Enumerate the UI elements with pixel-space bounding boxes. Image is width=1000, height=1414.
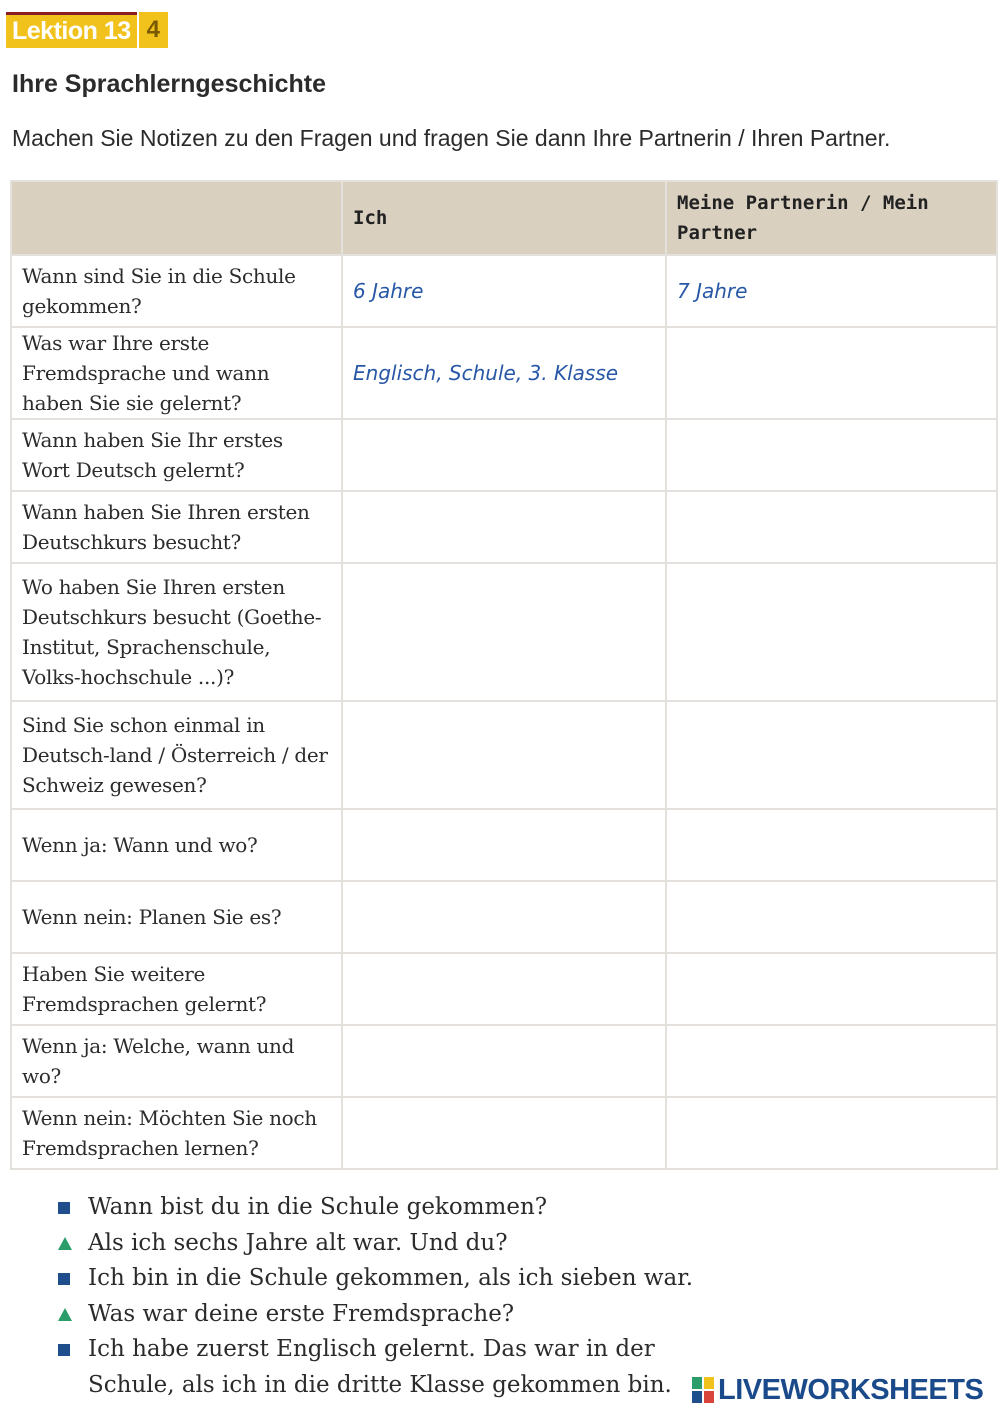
question-cell: Wenn ja: Welche, wann und wo? bbox=[11, 1025, 342, 1097]
table-row bbox=[11, 491, 997, 563]
table-row bbox=[11, 563, 997, 701]
dialog-line bbox=[58, 1226, 693, 1262]
dialog-text: Wann bist du in die Schule gekommen? bbox=[88, 1194, 548, 1220]
answer-ich-field[interactable]: 6 Jahre bbox=[342, 255, 666, 327]
header-question bbox=[11, 181, 342, 255]
question-cell: Haben Sie weitere Fremdsprachen gelernt? bbox=[11, 953, 342, 1025]
answer-ich-field[interactable]: Englisch, Schule, 3. Klasse bbox=[342, 327, 666, 419]
header-ich: Ich bbox=[342, 181, 666, 255]
lesson-badge bbox=[6, 12, 168, 48]
square-bullet-icon bbox=[58, 1261, 88, 1297]
answer-ich-field[interactable] bbox=[342, 809, 666, 881]
dialog-text: Was war deine erste Fremdsprache? bbox=[88, 1300, 515, 1327]
answer-ich-field[interactable] bbox=[342, 491, 666, 563]
table-row bbox=[11, 419, 997, 491]
table-row bbox=[11, 809, 997, 881]
question-cell: Wann haben Sie Ihren ersten Deutschkurs besucht? bbox=[11, 491, 342, 563]
lesson-number: 4 bbox=[139, 12, 168, 48]
answer-partner-field[interactable]: 7 Jahre bbox=[666, 255, 997, 327]
dialog-line bbox=[58, 1190, 693, 1226]
dialog-line bbox=[58, 1261, 693, 1297]
triangle-bullet-icon bbox=[58, 1226, 88, 1262]
instruction-text: Machen Sie Notizen zu den Fragen und fragen Sie dann Ihre Partnerin / Ihren Partner. bbox=[12, 125, 891, 151]
answer-partner-field[interactable] bbox=[666, 327, 997, 419]
table-row bbox=[11, 327, 997, 419]
answer-partner-field[interactable] bbox=[666, 953, 997, 1025]
liveworksheets-logo-icon bbox=[692, 1377, 714, 1403]
example-dialog bbox=[58, 1190, 693, 1403]
square-bullet-icon bbox=[58, 1332, 88, 1368]
answer-ich-field[interactable] bbox=[342, 881, 666, 953]
question-cell: Wo haben Sie Ihren ersten Deutschkurs besucht (Goethe-Institut, Sprachenschule, Volks-hochschule ...)? bbox=[11, 563, 342, 701]
dialog-line bbox=[58, 1297, 693, 1333]
notes-table bbox=[10, 180, 998, 1170]
answer-partner-field[interactable] bbox=[666, 881, 997, 953]
table-header-row bbox=[11, 181, 997, 255]
triangle-bullet-icon bbox=[58, 1297, 88, 1333]
dialog-line bbox=[58, 1332, 693, 1403]
dialog-text: Ich bin in die Schule gekommen, als ich sieben war. bbox=[88, 1265, 694, 1291]
answer-ich-field[interactable] bbox=[342, 1025, 666, 1097]
question-cell: Wenn ja: Wann und wo? bbox=[11, 809, 342, 881]
page-title: Ihre Sprachlerngeschichte bbox=[12, 70, 327, 98]
answer-partner-field[interactable] bbox=[666, 701, 997, 809]
lesson-label: Lektion 13 bbox=[6, 12, 137, 48]
table-row bbox=[11, 1097, 997, 1169]
table-row bbox=[11, 881, 997, 953]
answer-partner-field[interactable] bbox=[666, 419, 997, 491]
dialog-text: Ich habe zuerst Englisch gelernt. Das war in der Schule, als ich in die dritte Klasse gekommen bin. bbox=[88, 1336, 672, 1398]
table-row bbox=[11, 1025, 997, 1097]
table-row bbox=[11, 255, 997, 327]
question-cell: Sind Sie schon einmal in Deutsch-land / Österreich / der Schweiz gewesen? bbox=[11, 701, 342, 809]
answer-ich-field[interactable] bbox=[342, 419, 666, 491]
answer-ich-field[interactable] bbox=[342, 563, 666, 701]
answer-partner-field[interactable] bbox=[666, 809, 997, 881]
table-row bbox=[11, 701, 997, 809]
brand-name: LIVEWORKSHEETS bbox=[718, 1373, 984, 1406]
question-cell: Wann sind Sie in die Schule gekommen? bbox=[11, 255, 342, 327]
dialog-text: Als ich sechs Jahre alt war. Und du? bbox=[88, 1229, 508, 1256]
answer-ich-field[interactable] bbox=[342, 1097, 666, 1169]
square-bullet-icon bbox=[58, 1190, 88, 1226]
brand-logo[interactable] bbox=[692, 1372, 983, 1408]
table-row bbox=[11, 953, 997, 1025]
answer-partner-field[interactable] bbox=[666, 1025, 997, 1097]
question-cell: Wenn nein: Möchten Sie noch Fremdsprachen lernen? bbox=[11, 1097, 342, 1169]
question-cell: Wann haben Sie Ihr erstes Wort Deutsch gelernt? bbox=[11, 419, 342, 491]
answer-partner-field[interactable] bbox=[666, 563, 997, 701]
header-partner: Meine Partnerin / Mein Partner bbox=[666, 181, 997, 255]
answer-ich-field[interactable] bbox=[342, 701, 666, 809]
answer-ich-field[interactable] bbox=[342, 953, 666, 1025]
question-cell: Was war Ihre erste Fremdsprache und wann haben Sie sie gelernt? bbox=[11, 327, 342, 419]
answer-partner-field[interactable] bbox=[666, 491, 997, 563]
answer-partner-field[interactable] bbox=[666, 1097, 997, 1169]
question-cell: Wenn nein: Planen Sie es? bbox=[11, 881, 342, 953]
